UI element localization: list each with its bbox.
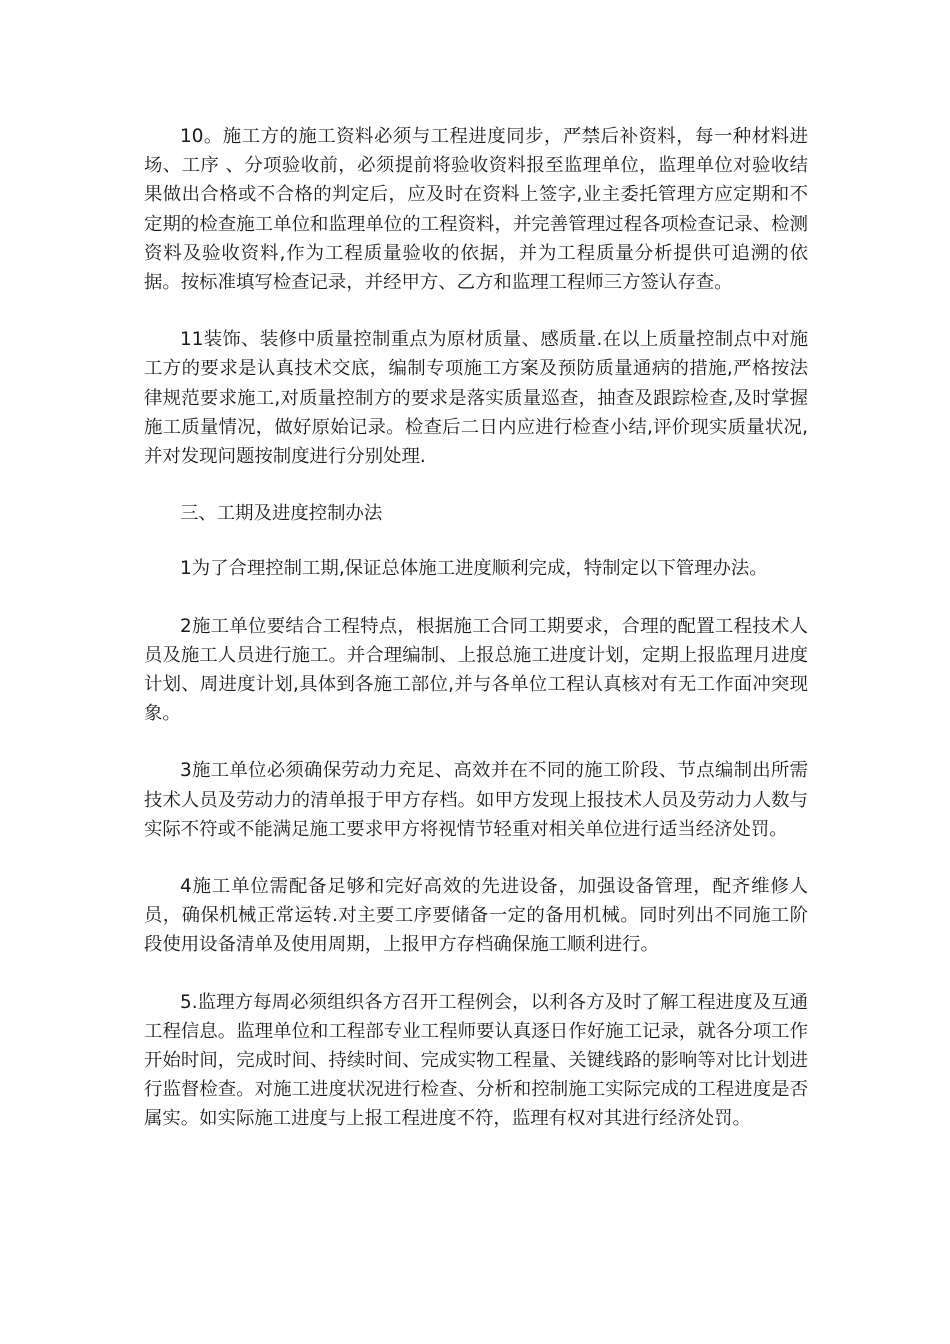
paragraph-5: 5.监理方每周必须组织各方召开工程例会，以利各方及时了解工程进度及互通工程信息。监理单位和工程部专业工程师要认真逐日作好施工记录，就各分项工作开始时间，完成时间、持续时间、完成实物工程量、关键线路的影响等对比计划进行监督检查。对施工进度状况进行检查、分析和控制施工实际完成的工程进度是否属实。如实际施工进度与上报工程进度不符，监理有权对其进行经济处罚。 [144,991,808,1130]
paragraph-2: 2施工单位要结合工程特点，根据施工合同工期要求，合理的配置工程技术人员及施工人员进行施工。并合理编制、上报总施工进度计划，定期上报监理月进度计划、周进度计划,具体到各施工部位,并与各单位工程认真核对有无工作面冲突现象。 [144,615,808,725]
paragraph-4: 4施工单位需配备足够和完好高效的先进设备，加强设备管理，配齐维修人员，确保机械正常运转.对主要工序要储备一定的备用机械。同时列出不同施工阶段使用设备清单及使用周期，上报甲方存档确保施工顺利进行。 [144,876,808,956]
paragraph-10: 10。施工方的施工资料必须与工程进度同步，严禁后补资料，每一种材料进场、工序 、分项验收前，必须提前将验收资料报至监理单位，监理单位对验收结果做出合格或不合格的判定后，应及时在资料上签字,业主委托管理方应定期和不定期的检查施工单位和监理单位的工程资料，并完善管理过程各项检查记录、检测资料及验收资料,作为工程质量验收的依据，并为工程质量分析提供可追溯的依据。按标准填写检查记录，并经甲方、乙方和监理工程师三方签认存查。 [144,126,808,294]
paragraph-1: 1为了合理控制工期,保证总体施工进度顺利完成，特制定以下管理办法。 [180,558,768,580]
paragraph-11: 11装饰、装修中质量控制重点为原材质量、感质量.在以上质量控制点中对施工方的要求是认真技术交底，编制专项施工方案及预防质量通病的措施,严格按法律规范要求施工,对质量控制方的要求是落实质量巡查，抽查及跟踪检查,及时掌握施工质量情况，做好原始记录。检查后二日内应进行检查小结,评价现实质量状况,并对发现问题按制度进行分别处理. [144,329,808,468]
paragraph-3: 3施工单位必须确保劳动力充足、高效并在不同的施工阶段、节点编制出所需技术人员及劳动力的清单报于甲方存档。如甲方发现上报技术人员及劳动力人数与实际不符或不能满足施工要求甲方将视情节轻重对相关单位进行适当经济处罚。 [144,760,808,840]
document-body [144,122,808,1162]
section-heading: 三、工期及进度控制办法 [180,503,383,525]
